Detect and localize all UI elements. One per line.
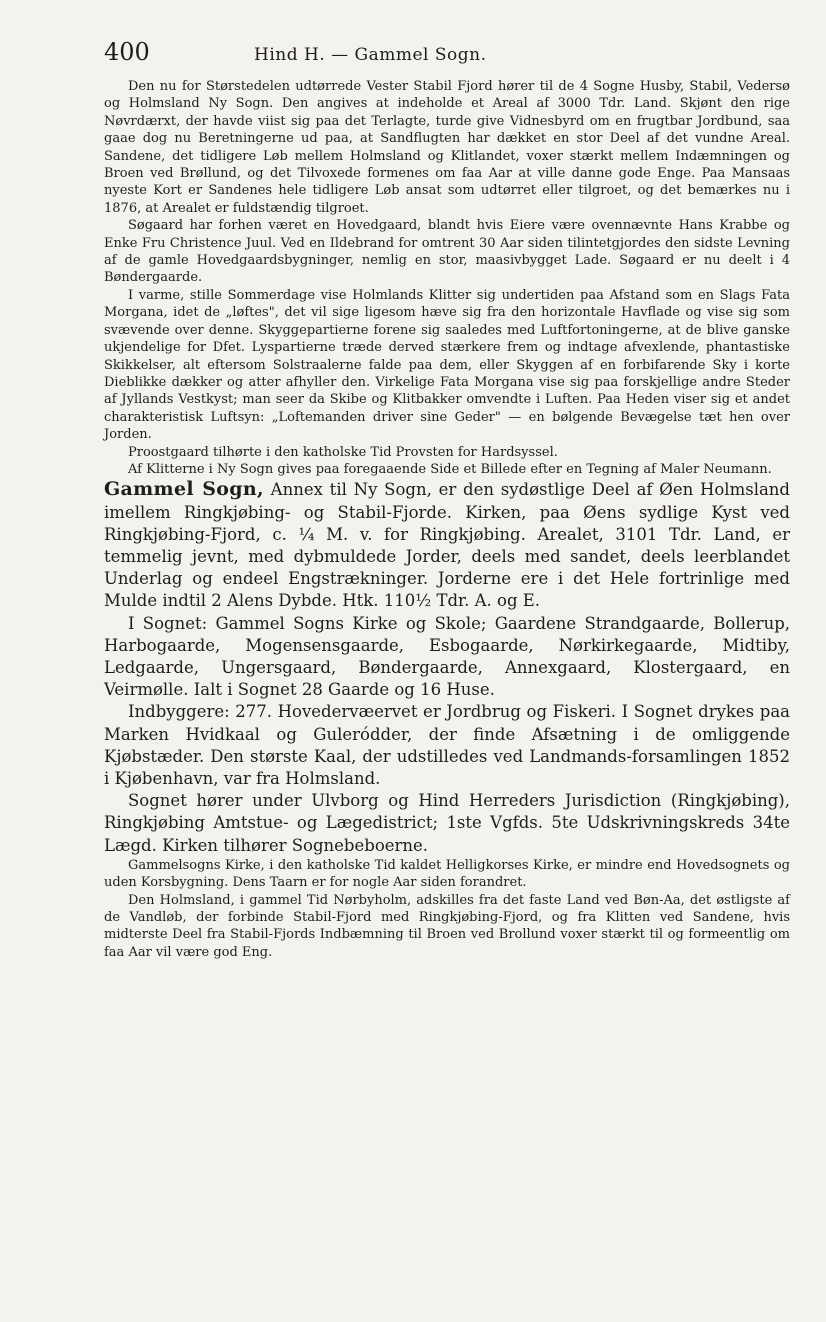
page-number: 400 xyxy=(104,38,150,66)
paragraph-gammel-sogn xyxy=(104,478,790,612)
paragraph-jurisdiction: Sognet hører under Ulvborg og Hind Herreders Jurisdiction (Ringkjøbing), Ringkjøbing Amtstue- og Lægedistrict; 1ste Vgfds. 5te Udskrivningskreds 34te Lægd. Kirken tilhører Sognebeboerne. xyxy=(104,791,790,855)
paragraph-vester-stabil-fjord: Den nu for Størstedelen udtørrede Vester Stabil Fjord hører til de 4 Sogne Husby, Stabil, Vedersø og Holmsland Ny Sogn. Den angives at indeholde et Areal af 3000 Tdr. Land. Skjønt den rige Nøvrdærxt, der havde viist sig paa det Terlagte, turde give Vidnesbyrd om en frugtbar Jordbund, saa gaae dog nu Beretningerne ud paa, at Sandflugten har dækket en stor Deel af det vundne Areal. Sandene, det tidligere Løb mellem Holmsland og Klitlandet, voxer stærkt mellem Indæmningen og Broen ved Brøllund, og det Tilvoxede formenes om faa Aar at ville danne gode Enge. Paa Mansaas nyeste Kort er Sandenes hele tidligere Løb ansat som udtørret eller tilgroet, og det bemærkes nu i 1876, at Arealet er fuldstændig tilgroet. xyxy=(104,79,790,216)
entry-text: Annex til Ny Sogn, er den sydøstlige Deel af Øen Holmsland imellem Ringkjøbing- og Stabil-Fjorde. Kirken, paa Øens sydlige Kyst ved Ringkjøbing-Fjord, c. ¼ M. v. for Ringkjøbing. Arealet, 3101 Tdr. Land, er temmelig jevnt, med dybmuldede Jorder, deels med sandet, deels leerblandet Underlag og endeel Engstrækninger. Jorderne ere i det Hele fortrinlige med Mulde indtil 2 Alens Dybde. Htk. 110½ Tdr. A. og E. xyxy=(104,480,790,611)
entry-heading: Gammel Sogn, xyxy=(104,478,264,501)
running-title: Hind H. — Gammel Sogn. xyxy=(254,45,487,65)
paragraph-kirke: Gammelsogns Kirke, i den katholske Tid kaldet Helligkorses Kirke, er mindre end Hovedsognets og uden Korsbygning. Dens Taarn er for nogle Aar siden forandret. xyxy=(104,857,790,891)
paragraph-i-sognet: I Sognet: Gammel Sogns Kirke og Skole; Gaardene Strandgaarde, Bollerup, Harbogaarde, Mogensensgaarde, Esbogaarde, Nørkirkegaarde, Midtiby, Ledgaarde, Ungersgaard, Bøndergaarde, Annexgaard, Klostergaard, en Veirmølle. Ialt i Sognet 28 Gaarde og 16 Huse. xyxy=(104,613,790,700)
page-body xyxy=(104,78,790,961)
paragraph-sogaard: Søgaard har forhen været en Hovedgaard, blandt hvis Eiere være ovennævnte Hans Krabbe og Enke Fru Christence Juul. Ved en Ildebrand for omtrent 30 Aar siden tilintetgjordes den sidste Levning af de gamle Hovedgaardsbygninger, nemlig en stor, maasivbygget Lade. Søgaard er nu deelt i 4 Bøndergaarde. xyxy=(104,218,790,286)
paragraph-klitterne: Af Klitterne i Ny Sogn gives paa foregaaende Side et Billede efter en Tegning af Maler Neumann. xyxy=(128,461,772,477)
paragraph-proostgaard: Proostgaard tilhørte i den katholske Tid Provsten for Hardsyssel. xyxy=(128,444,558,460)
page-header xyxy=(104,38,790,68)
paragraph-holmsland: Den Holmsland, i gammel Tid Nørbyholm, adskilles fra det faste Land ved Bøn-Aa, det østligste af de Vandløb, der forbinde Stabil-Fjord med Ringkjøbing-Fjord, og fra Klitten ved Sandene, hvis midterste Deel fra Stabil-Fjords Indbæmning til Broen ved Brollund voxer stærkt til og formeentlig om faa Aar vil være god Eng. xyxy=(104,892,790,960)
paragraph-fata-morgana: I varme, stille Sommerdage vise Holmlands Klitter sig undertiden paa Afstand som en Slags Fata Morgana, idet de „løftes", det vil sige ligesom hæve sig fra den horizontale Havflade og vise sig som svævende over denne. Skyggepartierne forene sig saaledes med Luftfortoningerne, at de blive ganske ukjendelige for Dfet. Lyspartierne træde derved stærkere frem og indtage afvexlende, phantastiske Skikkelser, alt eftersom Solstraalerne falde paa dem, eller Skyggen af en forbifarende Sky i korte Dieblikke dækker og atter afhyller den. Virkelige Fata Morgana vise sig paa forskjellige andre Steder af Jyllands Vestkyst; man seer da Skibe og Klitbakker omvendte i Luften. Paa Heden viser sig et andet charakteristisk Luftsyn: „Loftemanden driver sine Geder" — en bølgende Bevægelse tæt hen over Jorden. xyxy=(104,287,790,443)
paragraph-indbyggere: Indbyggere: 277. Hovedervæervet er Jordbrug og Fiskeri. I Sognet drykes paa Marken Hvidkaal og Guleródder, der finde Afsætning i de omliggende Kjøbstæder. Den største Kaal, der udstilledes ved Landmands-forsamlingen 1852 i Kjøbenhavn, var fra Holmsland. xyxy=(104,702,790,788)
